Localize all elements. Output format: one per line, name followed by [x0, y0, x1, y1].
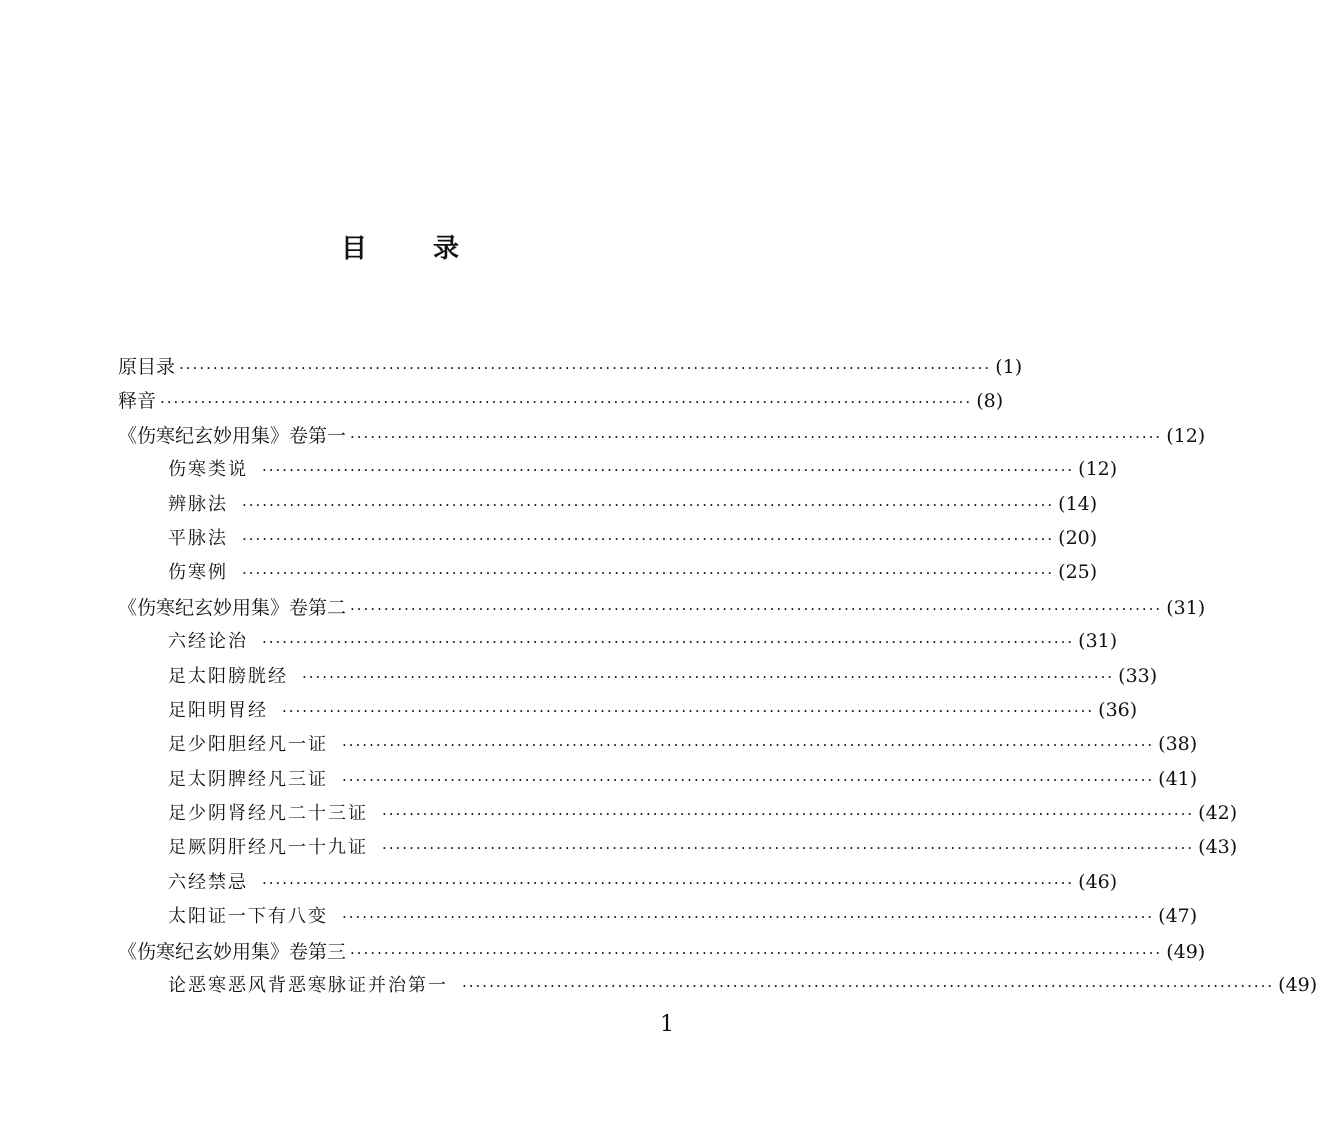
toc-entry-page: (31)	[1166, 596, 1206, 619]
toc-entry[interactable]	[118, 386, 1004, 420]
table-of-contents	[118, 352, 1317, 1005]
dot-leader: ························································································································	[242, 564, 1055, 583]
toc-entry-page: (46)	[1078, 870, 1118, 893]
dot-leader: ························································································································	[342, 908, 1155, 927]
dot-leader: ························································································································	[282, 701, 1095, 720]
toc-entry-label: 足太阳膀胱经	[168, 665, 288, 687]
toc-entry-label: 伤寒类说	[168, 459, 248, 481]
toc-entry-page: (25)	[1058, 561, 1098, 584]
toc-entry-label: 释音	[118, 390, 157, 413]
toc-entry-page: (38)	[1158, 733, 1198, 756]
toc-entry-page: (41)	[1158, 767, 1198, 790]
toc-entry-label: 平脉法	[168, 527, 228, 549]
toc-entry-label: 原目录	[118, 356, 176, 378]
toc-entry-label: 六经论治	[168, 631, 248, 653]
toc-entry[interactable]	[118, 971, 1317, 1005]
page-number: 1	[660, 1012, 674, 1037]
dot-leader: ························································································································	[382, 805, 1195, 824]
toc-entry-page: (49)	[1166, 940, 1206, 963]
dot-leader: ························································································································	[462, 977, 1275, 996]
toc-entry[interactable]	[118, 696, 1138, 730]
title-char: 目	[340, 234, 367, 264]
toc-entry[interactable]	[118, 627, 1118, 661]
toc-entry[interactable]	[118, 352, 1023, 386]
toc-entry[interactable]	[118, 593, 1206, 627]
toc-entry-label: 伤寒例	[168, 562, 228, 584]
toc-entry-page: (14)	[1058, 492, 1098, 515]
title-char: 录	[433, 234, 460, 264]
toc-entry-page: (31)	[1078, 630, 1118, 653]
toc-entry-page: (42)	[1198, 802, 1238, 825]
dot-leader: ························································································································	[242, 495, 1055, 514]
toc-entry-page: (36)	[1098, 698, 1138, 721]
toc-entry-page: (8)	[976, 390, 1004, 413]
toc-entry[interactable]	[118, 490, 1098, 524]
dot-leader: ························································································································	[262, 633, 1075, 652]
toc-entry[interactable]	[118, 455, 1118, 489]
toc-entry-label: 《伤寒纪玄妙用集》卷第二	[118, 596, 347, 619]
toc-entry-page: (43)	[1198, 836, 1238, 859]
toc-entry-label: 足少阳胆经凡一证	[168, 734, 328, 756]
toc-entry-page: (1)	[995, 356, 1023, 378]
toc-entry-label: 足阳明胃经	[168, 699, 268, 721]
page-title	[0, 228, 800, 265]
toc-entry[interactable]	[118, 765, 1198, 799]
toc-entry[interactable]	[118, 730, 1198, 764]
toc-entry-page: (12)	[1166, 424, 1206, 447]
toc-entry[interactable]	[118, 902, 1198, 936]
dot-leader: ························································································································	[160, 393, 973, 412]
toc-entry-page: (49)	[1278, 974, 1317, 997]
dot-leader: ························································································································	[179, 359, 992, 377]
toc-entry-label: 《伤寒纪玄妙用集》卷第三	[118, 940, 347, 963]
dot-leader: ························································································································	[350, 599, 1163, 618]
toc-entry[interactable]	[118, 937, 1206, 971]
toc-entry-label: 六经禁忌	[168, 871, 248, 893]
toc-entry-label: 辨脉法	[168, 493, 228, 515]
toc-entry-label: 足少阴肾经凡二十三证	[168, 803, 368, 825]
toc-entry[interactable]	[118, 421, 1206, 455]
toc-entry[interactable]	[118, 524, 1098, 558]
dot-leader: ························································································································	[262, 461, 1075, 480]
toc-entry[interactable]	[118, 868, 1118, 902]
dot-leader: ························································································································	[350, 943, 1163, 962]
toc-entry-label: 太阳证一下有八变	[168, 906, 328, 928]
dot-leader: ························································································································	[302, 667, 1115, 686]
toc-entry[interactable]	[118, 833, 1238, 867]
toc-entry-label: 足太阴脾经凡三证	[168, 768, 328, 790]
toc-entry-page: (20)	[1058, 526, 1098, 549]
dot-leader: ························································································································	[262, 873, 1075, 892]
dot-leader: ························································································································	[382, 839, 1195, 858]
toc-entry-page: (33)	[1118, 664, 1158, 687]
dot-leader: ························································································································	[242, 529, 1055, 548]
toc-entry[interactable]	[118, 799, 1238, 833]
dot-leader: ························································································································	[342, 770, 1155, 789]
toc-entry-page: (12)	[1078, 458, 1118, 481]
toc-entry[interactable]	[118, 558, 1098, 592]
dot-leader: ························································································································	[350, 427, 1163, 446]
toc-entry[interactable]	[118, 662, 1158, 696]
toc-entry-label: 足厥阴肝经凡一十九证	[168, 837, 368, 859]
toc-entry-label: 《伤寒纪玄妙用集》卷第一	[118, 424, 347, 447]
toc-entry-page: (47)	[1158, 905, 1198, 928]
dot-leader: ························································································································	[342, 736, 1155, 755]
toc-entry-label: 论恶寒恶风背恶寒脉证并治第一	[168, 975, 448, 997]
